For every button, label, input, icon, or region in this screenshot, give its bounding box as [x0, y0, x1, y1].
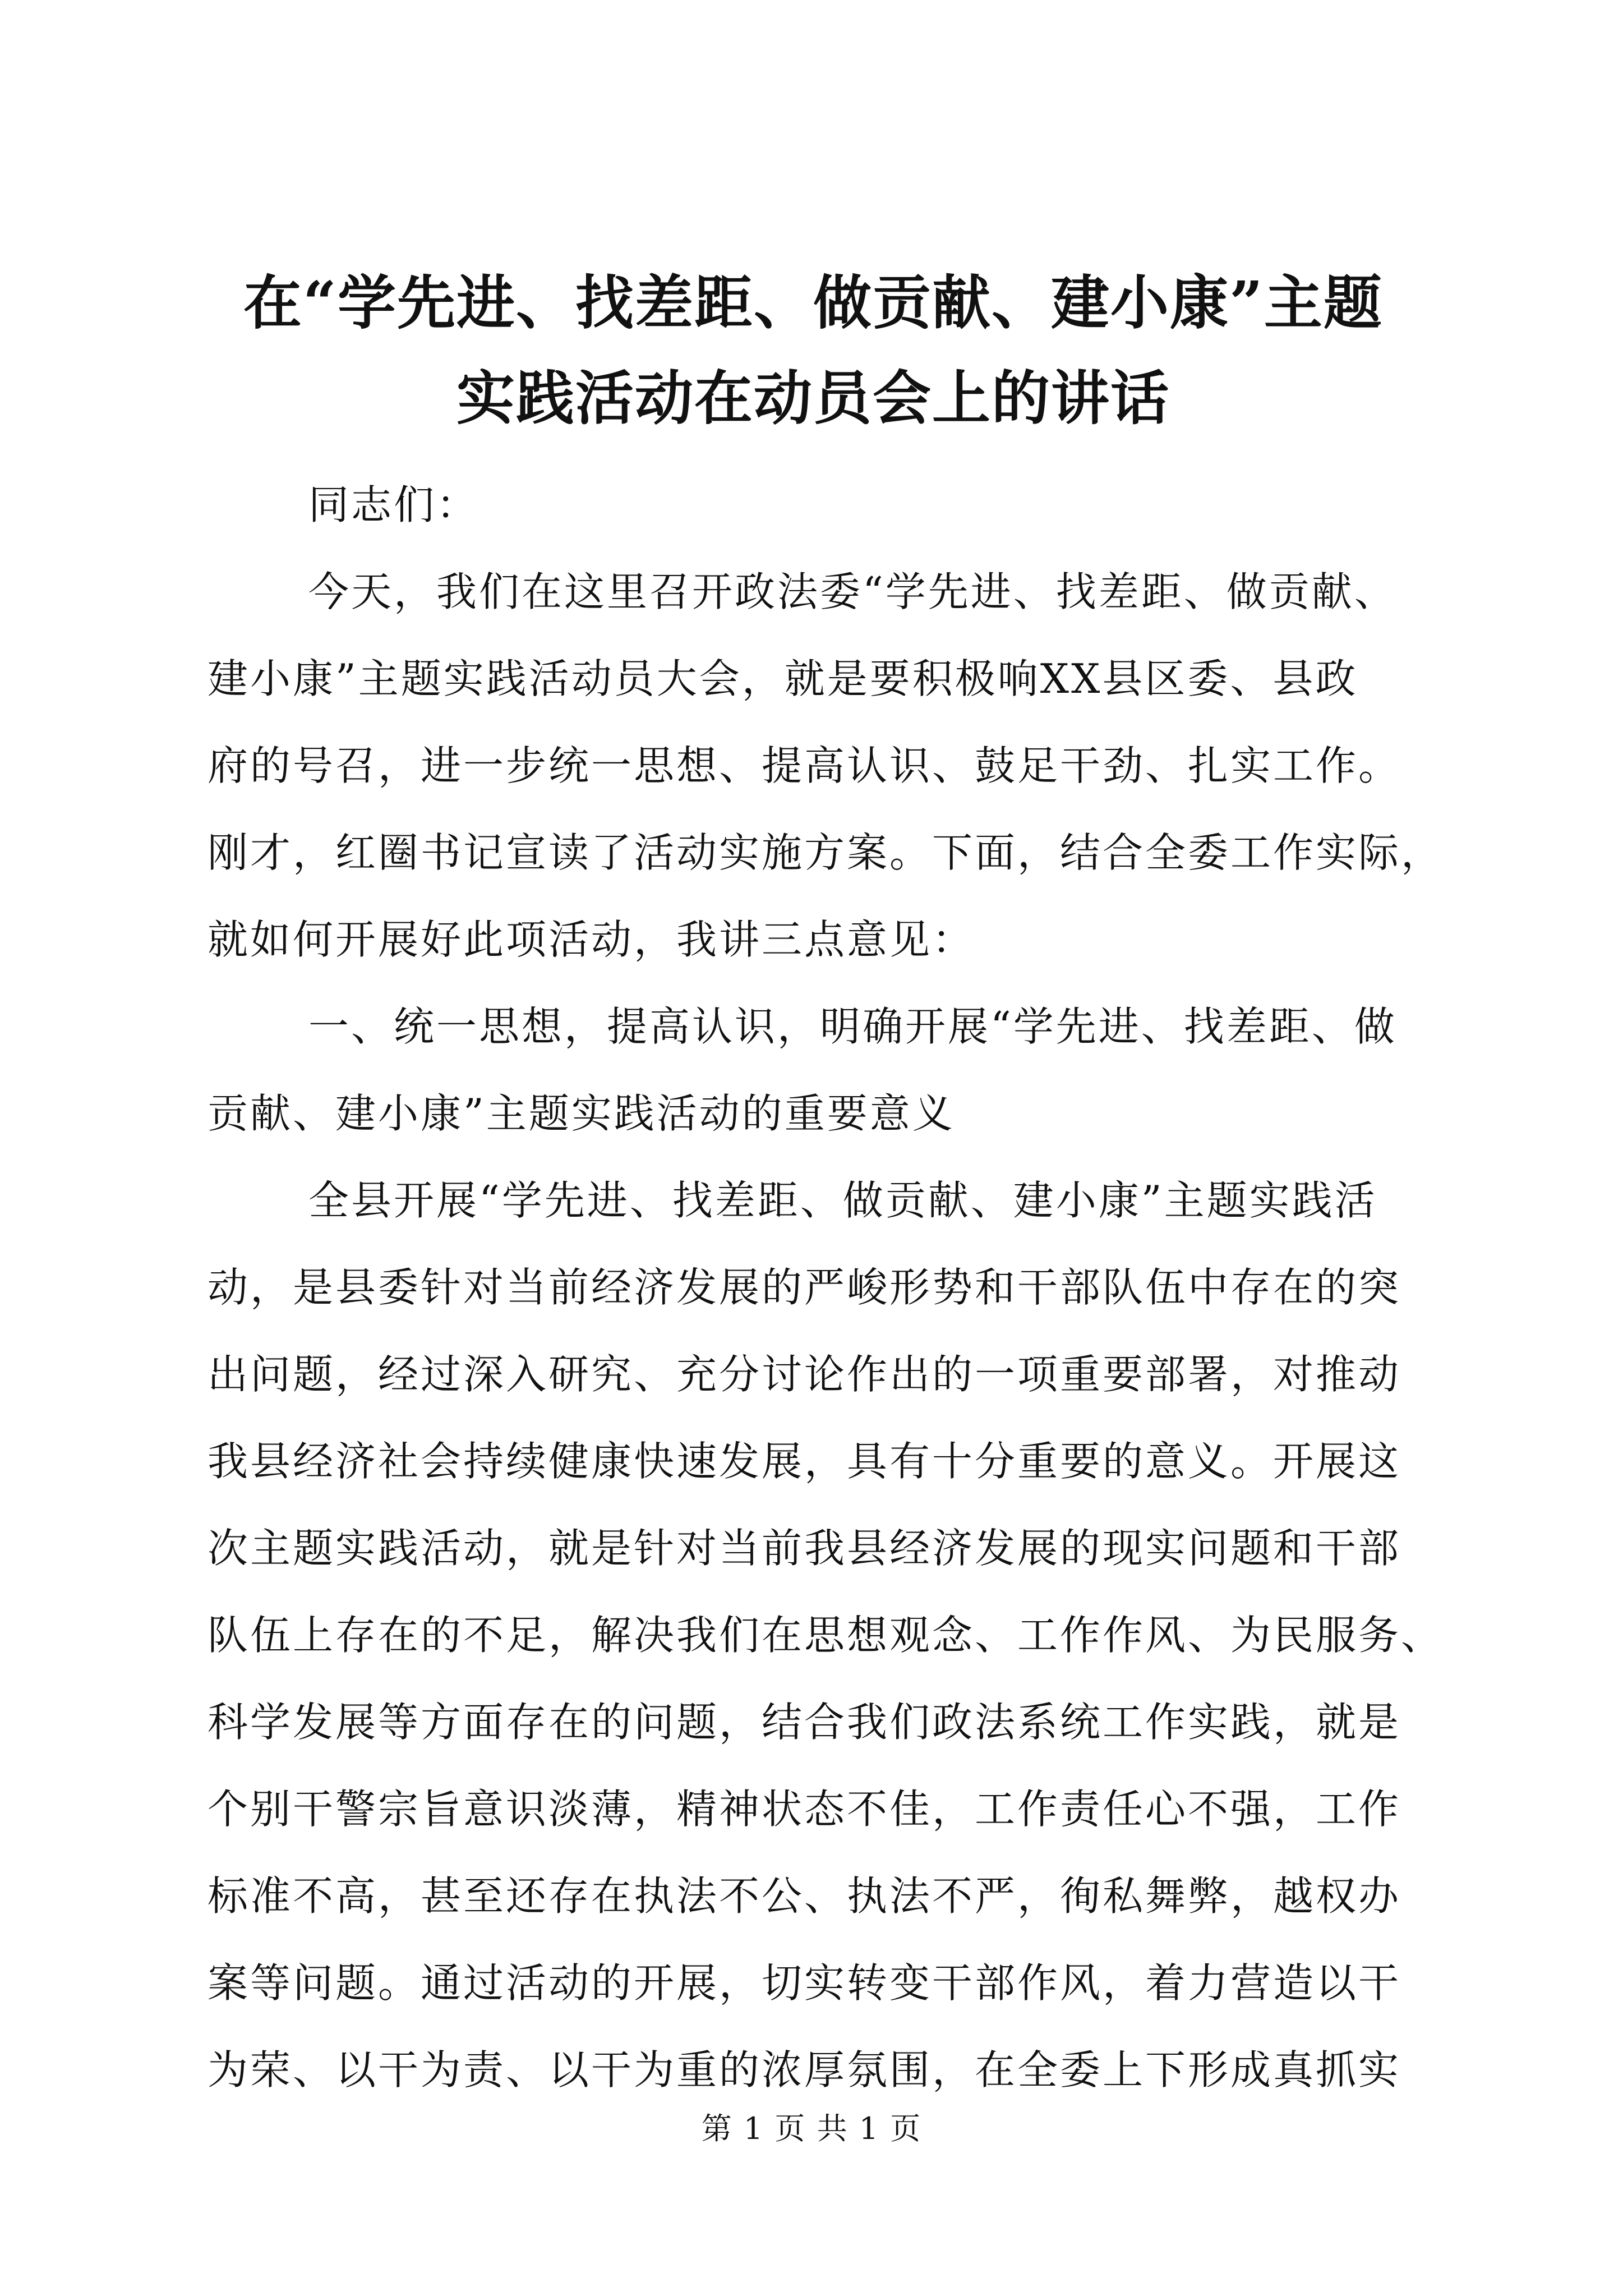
paragraph-line: 全县开展“学先进、找差距、做贡献、建小康”主题实践活 — [308, 1177, 1377, 1224]
paragraph-line: 今天，我们在这里召开政法委“学先进、找差距、做贡献、 — [308, 568, 1397, 615]
paragraph-line: 队伍上存在的不足，解决我们在思想观念、工作作风、为民服务、 — [208, 1612, 1444, 1659]
title-line-1: 在“学先进、找差距、做贡献、建小康”主题 — [243, 268, 1383, 337]
paragraph-line: 个别干警宗旨意识淡薄，精神状态不佳，工作责任心不强，工作 — [208, 1786, 1401, 1833]
paragraph-line: 标准不高，甚至还存在执法不公、执法不严，徇私舞弊，越权办 — [208, 1872, 1401, 1920]
paragraph-line: 案等问题。通过活动的开展，切实转变干部作风，着力营造以干 — [208, 1959, 1401, 2007]
paragraph-line: 为荣、以干为责、以干为重的浓厚氛围，在全委上下形成真抓实 — [208, 2046, 1401, 2093]
paragraph-line: 就如何开展好此项活动，我讲三点意见： — [208, 916, 975, 963]
page-number-footer: 第 1 页 共 1 页 — [701, 2111, 922, 2146]
salutation: 同志们： — [308, 481, 479, 528]
paragraph-line: 出问题，经过深入研究、充分讨论作出的一项重要部署，对推动 — [208, 1351, 1401, 1398]
paragraph-line: 府的号召，进一步统一思想、提高认识、鼓足干劲、扎实工作。 — [208, 742, 1401, 789]
title-line-2: 实践活动在动员会上的讲话 — [456, 364, 1170, 432]
section-heading-line: 一、统一思想，提高认识，明确开展“学先进、找差距、做 — [308, 1003, 1397, 1050]
paragraph-line: 次主题实践活动，就是针对当前我县经济发展的现实问题和干部 — [208, 1525, 1401, 1572]
section-heading-line: 贡献、建小康”主题实践活动的重要意义 — [208, 1090, 955, 1137]
paragraph-line: 动，是县委针对当前经济发展的严峻形势和干部队伍中存在的突 — [208, 1264, 1401, 1311]
paragraph-line: 建小康”主题实践活动员大会，就是要积极响XX县区委、县政 — [208, 655, 1358, 702]
paragraph-line: 科学发展等方面存在的问题，结合我们政法系统工作实践，就是 — [208, 1699, 1401, 1746]
paragraph-line: 刚才，红圈书记宣读了活动实施方案。下面，结合全委工作实际， — [208, 829, 1444, 876]
paragraph-line: 我县经济社会持续健康快速发展，具有十分重要的意义。开展这 — [208, 1438, 1401, 1485]
